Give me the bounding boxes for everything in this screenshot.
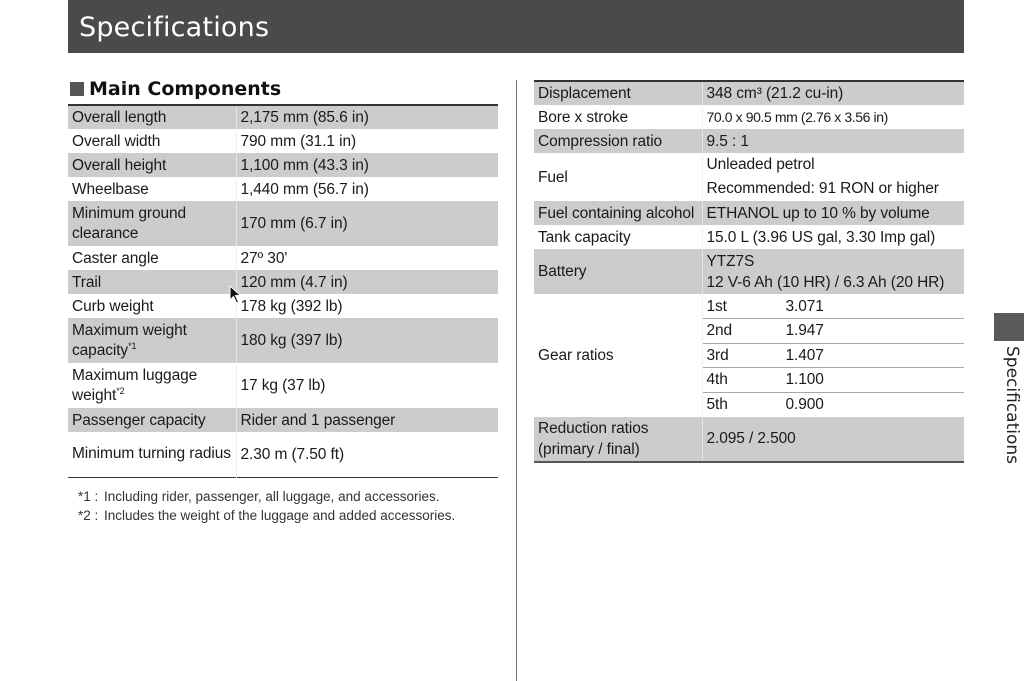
- table-row: [534, 105, 964, 129]
- spec-label-text: Maximum luggage weight: [72, 366, 198, 404]
- spec-label-line: Reduction ratios: [538, 419, 649, 437]
- spec-value: 790 mm (31.1 in): [240, 132, 357, 150]
- page-title: Specifications: [79, 12, 270, 43]
- spec-value: 1,440 mm (56.7 in): [240, 180, 369, 198]
- spec-label: Passenger capacity: [68, 408, 236, 432]
- spec-value: Rider and 1 passenger: [236, 408, 498, 432]
- spec-label: Minimum ground clearance: [68, 201, 236, 246]
- table-row: [534, 417, 964, 462]
- spec-value: 1,100 mm (43.3 in): [236, 153, 498, 177]
- section-square-icon: [70, 82, 84, 96]
- section-title: Main Components: [89, 78, 282, 100]
- footnote: [78, 487, 455, 506]
- side-tab-marker[interactable]: [994, 313, 1024, 341]
- gear-cell: [702, 343, 964, 368]
- spec-label: Compression ratio: [534, 129, 702, 153]
- spec-value: 27º 30': [240, 249, 288, 267]
- footnote-text: Including rider, passenger, all luggage, and accessories.: [104, 489, 440, 504]
- gear-cell: [702, 319, 964, 344]
- footnote-text: Includes the weight of the luggage and added accessories.: [104, 508, 456, 523]
- spec-label: Battery: [534, 249, 702, 294]
- gear-name: 5th: [706, 396, 728, 413]
- engine-specs-table: [534, 80, 964, 463]
- table-row: [68, 129, 498, 153]
- spec-label: Bore x stroke: [534, 105, 702, 129]
- gear-name: 2nd: [706, 322, 733, 340]
- spec-value: [702, 153, 964, 201]
- spec-value: 348 cm³ (21.2 cu-in): [702, 81, 964, 105]
- spec-label: Gear ratios: [534, 294, 702, 417]
- footnotes: [78, 487, 455, 525]
- spec-value-line: Recommended: 91 RON or higher: [706, 180, 939, 197]
- table-row: [534, 294, 964, 319]
- column-divider: [516, 80, 517, 681]
- table-row: [534, 225, 964, 249]
- spec-label: Minimum turning radius: [68, 432, 236, 477]
- footnote-mark: *2 :: [78, 508, 99, 523]
- spec-label: Fuel containing alcohol: [534, 201, 702, 225]
- table-row: [68, 201, 498, 246]
- gear-cell: [702, 294, 964, 319]
- spec-label: Curb weight: [68, 294, 236, 318]
- spec-value: 15.0 L (3.96 US gal, 3.30 Imp gal): [706, 228, 936, 246]
- gear-ratio: 1.407: [785, 346, 824, 364]
- spec-value-line: Unleaded petrol: [706, 156, 815, 173]
- gear-ratio: 1.100: [785, 371, 824, 389]
- spec-value: 70.0 x 90.5 mm (2.76 x 3.56 in): [706, 108, 888, 125]
- spec-value-line: 12 V-6 Ah (10 HR) / 6.3 Ah (20 HR): [706, 273, 945, 291]
- gear-cell: [702, 392, 964, 417]
- gear-name: 3rd: [706, 346, 729, 364]
- gear-cell: [702, 368, 964, 393]
- table-row: [534, 81, 964, 105]
- spec-value: 9.5 : 1: [702, 129, 964, 153]
- spec-label: Overall height: [68, 153, 236, 177]
- spec-label: Overall width: [68, 129, 236, 153]
- table-row: [68, 246, 498, 270]
- spec-value: 170 mm (6.7 in): [236, 201, 498, 246]
- table-row: [534, 153, 964, 201]
- table-row: [534, 249, 964, 294]
- table-row: [68, 408, 498, 432]
- table-row: [68, 294, 498, 318]
- spec-label: [68, 318, 236, 363]
- spec-label-text: Maximum weight capacity: [72, 321, 187, 359]
- section-heading: [70, 77, 281, 101]
- spec-label: Caster angle: [68, 246, 236, 270]
- spec-label: Fuel: [534, 153, 702, 201]
- spec-label: Overall length: [68, 105, 236, 129]
- spec-value-line: YTZ7S: [706, 252, 755, 270]
- footnote-ref: *2: [116, 385, 125, 396]
- spec-label: [68, 363, 236, 408]
- table-row: [68, 153, 498, 177]
- table-row: [68, 105, 498, 129]
- gear-ratio: 1.947: [785, 322, 824, 340]
- footnote: [78, 506, 455, 525]
- spec-label-line: (primary / final): [538, 440, 640, 458]
- spec-label: Displacement: [534, 81, 702, 105]
- main-components-table: [68, 104, 498, 478]
- spec-label: Trail: [68, 270, 236, 294]
- table-row: [68, 363, 498, 408]
- footnote-mark: *1 :: [78, 489, 99, 504]
- spec-value: 17 kg (37 lb): [240, 377, 326, 394]
- table-row: [68, 177, 498, 201]
- spec-value: ETHANOL up to 10 % by volume: [702, 201, 964, 225]
- gear-name: 1st: [706, 297, 727, 315]
- spec-value: 180 kg (397 lb): [236, 318, 498, 363]
- page-header: [68, 0, 964, 53]
- table-row: [534, 201, 964, 225]
- footnote-ref: *1: [128, 340, 137, 351]
- table-row: [68, 318, 498, 363]
- spec-value: 2.095 / 2.500: [702, 417, 964, 462]
- spec-label: Tank capacity: [534, 225, 702, 249]
- gear-ratio: 3.071: [785, 297, 824, 315]
- spec-value: 2,175 mm (85.6 in): [236, 105, 498, 129]
- table-row: [534, 129, 964, 153]
- table-row: [68, 432, 498, 477]
- spec-value: 178 kg (392 lb): [240, 297, 343, 315]
- side-tab-specifications[interactable]: Specifications: [1002, 346, 1022, 465]
- spec-value: 2.30 m (7.50 ft): [240, 445, 345, 463]
- spec-label: [534, 417, 702, 462]
- gear-ratio: 0.900: [785, 396, 824, 413]
- gear-name: 4th: [706, 371, 728, 389]
- spec-label: Wheelbase: [68, 177, 236, 201]
- spec-value: [702, 249, 964, 294]
- table-row: [68, 270, 498, 294]
- spec-value: 120 mm (4.7 in): [236, 270, 498, 294]
